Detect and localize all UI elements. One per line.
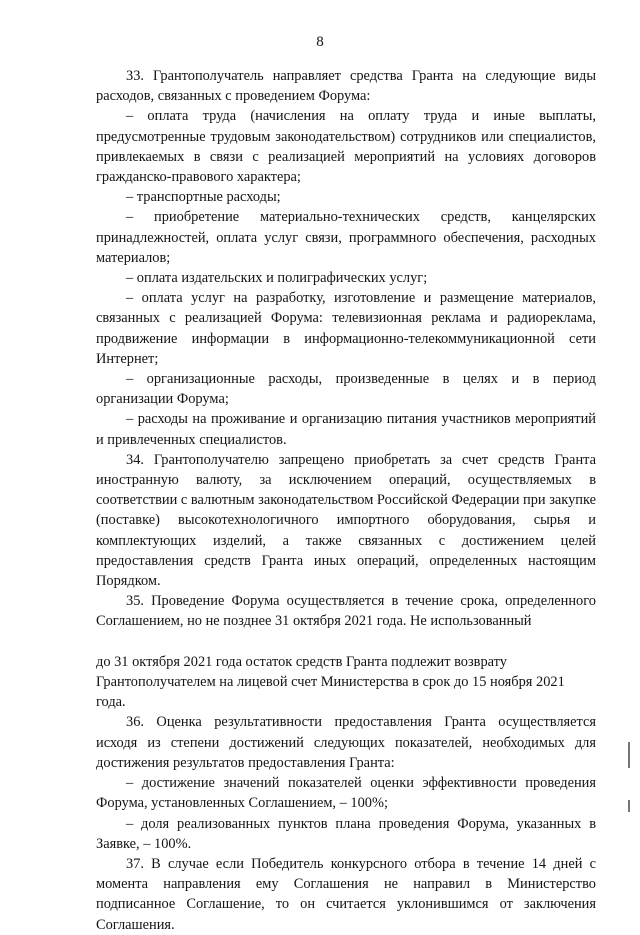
paragraph-37: 37. В случае если Победитель конкурсного отбора в течение 14 дней с момента направления ему Соглашения не направил в Министерство подписанное Соглашение, то он считается уклонившимся от заключения Соглашения. [96,855,596,933]
expense-item-accommodation: – расходы на проживание и организацию питания участников мероприятий и привлеченных специалистов. [96,411,596,448]
document-body [96,66,596,935]
paragraph-36: 36. Оценка результативности предоставления Гранта осуществляется исходя из степени достижений следующих показателей, необходимых для достижения результатов предоставления Гранта: [96,714,596,771]
expense-item-transport: – транспортные расходы; [126,189,281,206]
scan-margin-mark [628,742,630,768]
paragraph-35-part-1: 35. Проведение Форума осуществляется в течение срока, определенного Соглашением, но не позднее 31 октября 2021 года. Не использованный [96,593,596,630]
paragraph-35-part-2: до 31 октября 2021 года остаток средств Гранта подлежит возврату Грантополучателем на лицевой счет Министерства в срок до 15 ноября 2021 года. [96,653,565,711]
expense-item-labor: – оплата труда (начисления на оплату труда и иные выплаты, предусмотренные трудовым законодательством) сотрудников или специалистов, привлекаемых в связи с реализацией мероприятий на условиях договоров гражданско-правового характера; [96,108,596,186]
page-number: 8 [316,34,324,50]
indicator-item-plan: – доля реализованных пунктов плана проведения Форума, указанных в Заявке, – 100%. [96,815,596,852]
paragraph-34: 34. Грантополучателю запрещено приобретать за счет средств Гранта иностранную валюту, за исключением операций, осуществляемых в соответствии с валютным законодательством Российской Федерации при закупке (поставке) высокотехнологичного импортного оборудования, сырья и комплектующих изделий, а также связанных с достижением целей предоставления средств Гранта иных операций, определенных настоящим Порядком. [96,451,596,590]
expense-item-media: – оплата услуг на разработку, изготовление и размещение материалов, связанных с реализацией Форума: телевизионная реклама и радиореклама, продвижение информации в информационно-телекоммуникационной сети Интернет; [96,290,596,367]
expense-item-printing: – оплата издательских и полиграфических услуг; [126,270,428,287]
expense-item-equipment: – приобретение материально-технических средств, канцелярских принадлежностей, оплата услуг связи, программного обеспечения, расходных материалов; [96,209,596,266]
indicator-item-efficiency: – достижение значений показателей оценки эффективности проведения Форума, установленных Соглашением, – 100%; [96,775,596,812]
paragraph-33: 33. Грантополучатель направляет средства Гранта на следующие виды расходов, связанных с проведением Форума: [96,68,596,105]
scan-margin-mark [628,800,630,812]
expense-item-organizational: – организационные расходы, произведенные в целях и в период организации Форума; [96,371,596,408]
